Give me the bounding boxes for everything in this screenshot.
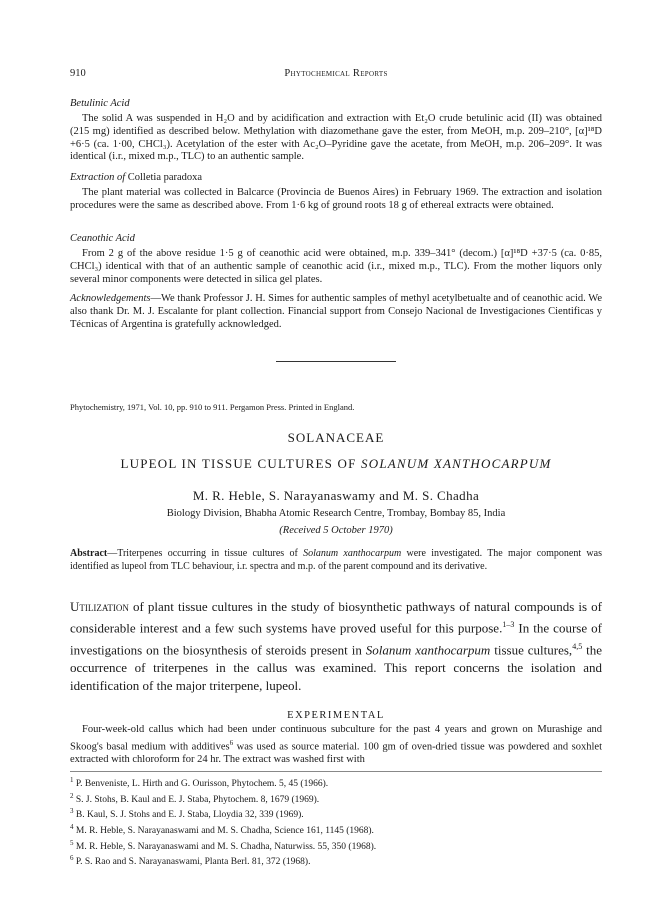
reference-number: 5 <box>70 838 74 847</box>
article-title-prefix: LUPEOL IN TISSUE CULTURES OF <box>120 456 362 471</box>
reference-number: 3 <box>70 807 74 816</box>
abstract-species: Solanum xanthocarpum <box>303 548 402 559</box>
reference-item <box>70 791 602 807</box>
intro-citation-2: 4,5 <box>572 641 583 651</box>
abstract-text-2: were investigated. The major component was identified as lupeol from TLC behaviour, i.r. spectra and m.p. of the parent compound and its derivative. <box>70 548 602 572</box>
reference-item <box>70 775 602 791</box>
received-date: (Received 5 October 1970) <box>279 525 393 536</box>
ceanothic-section <box>70 232 602 286</box>
experimental-citation: 6 <box>229 738 234 747</box>
reference-text: P. Benveniste, L. Hirth and G. Ourisson, Phytochem. 5, 45 (1966). <box>75 779 329 790</box>
intro-text-3: tissue cultures, <box>490 642 573 658</box>
extraction-heading-prefix: Extraction of <box>70 172 128 183</box>
acknowledgements-body: —We thank Professor J. H. Simes for authentic samples of methyl acetylbetualte and of ceanothic acid. We also thank Dr. M. J. Escalante for plant collection. Financial support from Consejo Nacional de Investigaciones Cientificas y Técnicas of Argentina is gratefully acknowledged. <box>70 293 602 330</box>
journal-citation-line: Phytochemistry, 1971, Vol. 10, pp. 910 to 911. Pergamon Press. Printed in England. <box>70 402 355 412</box>
reference-text: M. R. Heble, S. Narayanaswami and M. S. Chadha, Science 161, 1145 (1968). <box>75 826 374 837</box>
footnote-rule <box>70 771 602 772</box>
intro-text-4: the occurrence of triterpenes in the callus was examined. This report concerns the isolation and identification of the major triterpene, lupeol. <box>70 642 603 694</box>
extraction-section <box>70 171 602 213</box>
extraction-text: The plant material was collected in Balcarce (Provincia de Buenos Aires) in February 1969. The extraction and isolation procedures were the same as described above. From 1·6 kg of ground roots 18 g of ethereal extracts were obtained. <box>70 187 602 211</box>
reference-text: S. J. Stohs, B. Kaul and E. J. Staba, Phytochem. 8, 1679 (1969). <box>75 794 320 805</box>
reference-item <box>70 853 602 869</box>
running-head: Phytochemical Reports <box>284 68 388 79</box>
article-title-species: SOLANUM XANTHOCARPUM <box>361 456 552 471</box>
intro-citation-1: 1–3 <box>502 620 515 630</box>
reference-number: 6 <box>70 854 74 863</box>
experimental-paragraph <box>70 724 602 767</box>
reference-list <box>70 775 602 869</box>
introduction-paragraph <box>70 598 602 696</box>
intro-text-1: of plant tissue cultures in the study of biosynthetic pathways of natural compounds is of considerable interest and a few such systems have proved useful for this purpose. <box>70 599 602 636</box>
abstract-text-1: —Triterpenes occurring in tissue cultures of <box>107 548 304 559</box>
ceanothic-heading: Ceanothic Acid <box>70 233 135 244</box>
abstract-label: Abstract <box>70 548 108 559</box>
abstract <box>70 548 602 573</box>
page-number: 910 <box>70 68 86 79</box>
betulinic-text: The solid A was suspended in H₂O and by acidification and extraction with Et₂O crude betulinic acid (II) was obtained (215 mg) identified as described below. Methylation with diazomethane gave the ester, from MeOH, m.p. 209–210°, [α]¹⁸D +6·5 (ca. 1·00, CHCl₃). Acetylation of the ester with Ac₂O–Pyridine gave the acetate, from MeOH, m.p. 206–209°. It was identical (i.r., mixed m.p., TLC) to an authentic sample. <box>70 113 602 163</box>
reference-number: 4 <box>70 822 74 831</box>
intro-species: Solanum xanthocarpum <box>365 642 491 658</box>
experimental-text-1: Four-week-old callus which had been under continuous subculture for the past 4 years and grown on Murashige and Skoog's basal medium with additives <box>70 724 602 753</box>
ceanothic-text: From 2 g of the above residue 1·5 g of ceanothic acid were obtained, m.p. 339–341° (decom.) [α]¹⁸D +37·5 (ca. 0·85, CHCl₃) identical with that of an authentic sample of ceanothic acid (i.r., mixed m.p., TLC). From the mother liquors only several minor components were detected in silica gel plates. <box>70 248 602 285</box>
reference-item <box>70 806 602 822</box>
experimental-heading: EXPERIMENTAL <box>287 710 385 721</box>
reference-item <box>70 822 602 838</box>
extraction-heading <box>70 171 602 184</box>
author-affiliation: Biology Division, Bhabha Atomic Research Centre, Trombay, Bombay 85, India <box>166 508 506 519</box>
reference-number: 1 <box>70 776 74 784</box>
section-divider <box>276 361 396 362</box>
betulinic-section <box>70 97 602 164</box>
article-authors: M. R. Heble, S. Narayanaswamy and M. S. Chadha <box>192 488 480 503</box>
reference-number: 2 <box>70 791 74 800</box>
intro-text-2: In the course of investigations on the biosynthesis of steroids present in <box>70 620 602 658</box>
acknowledgements-section <box>70 293 602 331</box>
betulinic-heading: Betulinic Acid <box>70 98 130 109</box>
acknowledgements-text <box>70 293 602 331</box>
experimental-text-2: was used as source material. 100 gm of oven-dried tissue was powdered and soxhlet extracted with chloroform for 24 hr. The extract was washed first with <box>70 741 603 766</box>
section-title: SOLANACEAE <box>287 430 385 445</box>
extraction-heading-species: Colletia paradoxa <box>127 172 203 183</box>
page-header <box>70 68 602 82</box>
reference-text: M. R. Heble, S. Narayanaswami and M. S. Chadha, Naturwiss. 55, 350 (1968). <box>75 841 377 852</box>
reference-text: B. Kaul, S. J. Stohs and E. J. Staba, Lloydia 32, 339 (1969). <box>75 810 304 821</box>
article-title <box>70 456 602 472</box>
reference-text: P. S. Rao and S. Narayanaswami, Planta Berl. 81, 372 (1968). <box>75 857 311 868</box>
reference-item <box>70 838 602 854</box>
acknowledgements-lead: Acknowledgements <box>70 293 151 304</box>
intro-lead-word: Utilization <box>70 599 129 614</box>
